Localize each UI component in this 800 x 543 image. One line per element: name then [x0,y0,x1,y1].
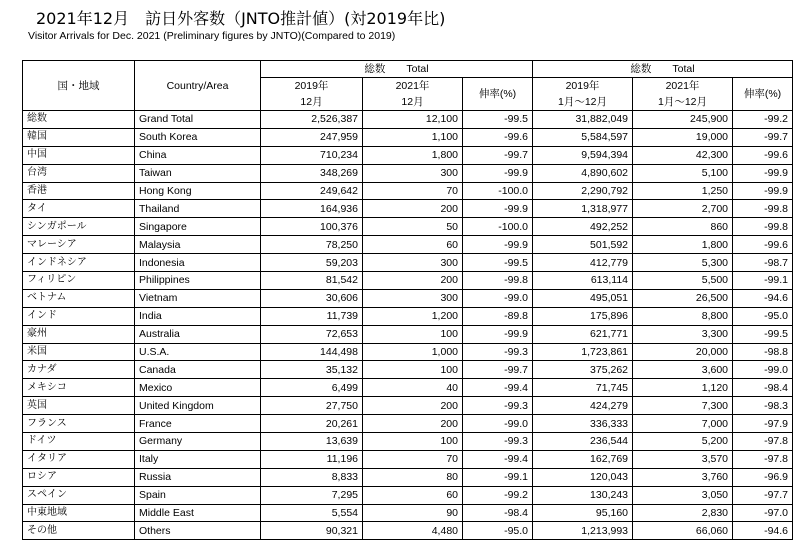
visitors-2021-dec-cell: 50 [363,218,463,236]
country-ja-cell: マレーシア [23,236,135,254]
visitors-2021-dec-cell: 200 [363,272,463,290]
country-en-cell: Singapore [135,218,261,236]
visitors-2021-dec-cell: 300 [363,254,463,272]
growth-dec-cell: -99.2 [463,486,533,504]
growth-dec-cell: -98.4 [463,504,533,522]
visitors-2021-ytd-cell: 7,000 [633,415,733,433]
growth-ytd-cell: -99.8 [733,218,793,236]
visitors-2021-ytd-cell: 26,500 [633,289,733,307]
growth-ytd-cell: -99.7 [733,128,793,146]
growth-dec-cell: -99.8 [463,272,533,290]
country-en-cell: India [135,307,261,325]
growth-ytd-cell: -97.8 [733,450,793,468]
growth-dec-cell: -99.6 [463,128,533,146]
visitors-2021-ytd-cell: 3,760 [633,468,733,486]
country-ja-cell: フィリピン [23,272,135,290]
visitors-2021-ytd-cell: 1,120 [633,379,733,397]
visitors-2021-ytd-cell: 1,800 [633,236,733,254]
visitors-2021-ytd-cell: 2,700 [633,200,733,218]
visitors-2021-ytd-cell: 3,300 [633,325,733,343]
table-row [23,504,793,522]
visitors-2019-ytd-cell: 621,771 [533,325,633,343]
visitors-2019-dec-cell: 11,196 [261,450,363,468]
country-ja-cell: 中東地域 [23,504,135,522]
table-row [23,272,793,290]
visitors-2019-ytd-cell: 1,318,977 [533,200,633,218]
country-en-cell: Canada [135,361,261,379]
page-subtitle: Visitor Arrivals for Dec. 2021 (Preliminary figures by JNTO)(Compared to 2019) [28,30,396,42]
table-row [23,379,793,397]
country-ja-cell: ロシア [23,468,135,486]
visitors-2019-dec-cell: 72,653 [261,325,363,343]
country-ja-cell: ドイツ [23,433,135,451]
header-2021-month-sub: 12月 [363,94,463,111]
country-en-cell: Malaysia [135,236,261,254]
visitors-2019-ytd-cell: 495,051 [533,289,633,307]
country-en-cell: Middle East [135,504,261,522]
country-ja-cell: 総数 [23,111,135,129]
header-country-ja: 国・地域 [23,61,135,111]
visitors-2019-dec-cell: 27,750 [261,397,363,415]
visitors-2021-dec-cell: 200 [363,415,463,433]
country-en-cell: U.S.A. [135,343,261,361]
country-ja-cell: メキシコ [23,379,135,397]
country-en-cell: Spain [135,486,261,504]
growth-ytd-cell: -99.6 [733,236,793,254]
visitors-2021-ytd-cell: 2,830 [633,504,733,522]
visitors-2021-ytd-cell: 8,800 [633,307,733,325]
growth-ytd-cell: -99.6 [733,146,793,164]
growth-ytd-cell: -94.6 [733,522,793,540]
growth-dec-cell: -100.0 [463,182,533,200]
visitors-2021-dec-cell: 70 [363,182,463,200]
table-row [23,361,793,379]
visitors-2019-ytd-cell: 236,544 [533,433,633,451]
table-row [23,128,793,146]
growth-dec-cell: -99.9 [463,164,533,182]
growth-dec-cell: -100.0 [463,218,533,236]
growth-ytd-cell: -99.5 [733,325,793,343]
visitors-2019-dec-cell: 249,642 [261,182,363,200]
growth-dec-cell: -99.9 [463,200,533,218]
visitors-2019-dec-cell: 348,269 [261,164,363,182]
growth-ytd-cell: -97.7 [733,486,793,504]
table-row [23,236,793,254]
visitors-2021-dec-cell: 12,100 [363,111,463,129]
visitors-2021-dec-cell: 100 [363,361,463,379]
visitors-2019-ytd-cell: 424,279 [533,397,633,415]
table-row [23,433,793,451]
growth-ytd-cell: -99.9 [733,182,793,200]
growth-dec-cell: -99.0 [463,415,533,433]
country-en-cell: Germany [135,433,261,451]
visitors-2021-ytd-cell: 245,900 [633,111,733,129]
growth-dec-cell: -99.0 [463,289,533,307]
visitors-2021-ytd-cell: 1,250 [633,182,733,200]
country-ja-cell: 韓国 [23,128,135,146]
table-body [23,111,793,540]
header-2021-month: 2021年 [363,78,463,95]
visitors-2021-ytd-cell: 860 [633,218,733,236]
visitors-2021-ytd-cell: 5,300 [633,254,733,272]
header-growth-ytd: 伸率(%) [733,78,793,111]
country-ja-cell: 豪州 [23,325,135,343]
visitors-2019-dec-cell: 7,295 [261,486,363,504]
visitors-2021-dec-cell: 1,200 [363,307,463,325]
country-ja-cell: インドネシア [23,254,135,272]
visitors-2019-ytd-cell: 130,243 [533,486,633,504]
table-row [23,289,793,307]
visitors-2021-dec-cell: 1,100 [363,128,463,146]
visitors-2021-dec-cell: 100 [363,433,463,451]
visitors-2019-dec-cell: 164,936 [261,200,363,218]
visitors-2019-ytd-cell: 9,594,394 [533,146,633,164]
visitors-2019-dec-cell: 100,376 [261,218,363,236]
growth-dec-cell: -99.3 [463,433,533,451]
visitors-2021-ytd-cell: 3,600 [633,361,733,379]
header-growth-month: 伸率(%) [463,78,533,111]
growth-ytd-cell: -99.1 [733,272,793,290]
visitors-2021-ytd-cell: 20,000 [633,343,733,361]
country-ja-cell: その他 [23,522,135,540]
growth-dec-cell: -99.4 [463,379,533,397]
country-ja-cell: 米国 [23,343,135,361]
visitors-2021-dec-cell: 90 [363,504,463,522]
visitors-2019-ytd-cell: 31,882,049 [533,111,633,129]
growth-ytd-cell: -94.6 [733,289,793,307]
visitors-2019-dec-cell: 13,639 [261,433,363,451]
visitors-2021-ytd-cell: 42,300 [633,146,733,164]
visitors-2019-dec-cell: 90,321 [261,522,363,540]
visitors-2019-ytd-cell: 375,262 [533,361,633,379]
table-row [23,307,793,325]
header-ytd-group: 総数 Total [533,61,793,78]
header-2019-ytd-sub: 1月～12月 [533,94,633,111]
table-row [23,343,793,361]
country-en-cell: Mexico [135,379,261,397]
visitors-2019-dec-cell: 710,234 [261,146,363,164]
country-en-cell: Hong Kong [135,182,261,200]
visitors-2021-dec-cell: 300 [363,289,463,307]
table-row [23,486,793,504]
country-ja-cell: ベトナム [23,289,135,307]
growth-ytd-cell: -95.0 [733,307,793,325]
country-en-cell: Taiwan [135,164,261,182]
growth-ytd-cell: -99.2 [733,111,793,129]
country-ja-cell: シンガポール [23,218,135,236]
growth-ytd-cell: -99.9 [733,164,793,182]
country-en-cell: France [135,415,261,433]
growth-ytd-cell: -98.7 [733,254,793,272]
visitors-2019-dec-cell: 81,542 [261,272,363,290]
visitors-2019-ytd-cell: 175,896 [533,307,633,325]
country-en-cell: China [135,146,261,164]
visitors-2021-dec-cell: 60 [363,486,463,504]
growth-ytd-cell: -99.8 [733,200,793,218]
country-ja-cell: イタリア [23,450,135,468]
growth-dec-cell: -99.5 [463,254,533,272]
visitors-2019-dec-cell: 78,250 [261,236,363,254]
visitors-2019-dec-cell: 35,132 [261,361,363,379]
visitors-2019-dec-cell: 59,203 [261,254,363,272]
growth-dec-cell: -99.1 [463,468,533,486]
country-ja-cell: フランス [23,415,135,433]
header-country-en: Country/Area [135,61,261,111]
visitors-2021-ytd-cell: 66,060 [633,522,733,540]
visitors-2021-dec-cell: 80 [363,468,463,486]
header-2021-ytd: 2021年 [633,78,733,95]
table-row [23,415,793,433]
country-en-cell: Russia [135,468,261,486]
visitors-2019-ytd-cell: 162,769 [533,450,633,468]
visitors-2021-ytd-cell: 5,500 [633,272,733,290]
visitors-2019-dec-cell: 6,499 [261,379,363,397]
growth-dec-cell: -99.7 [463,146,533,164]
growth-dec-cell: -99.9 [463,325,533,343]
visitors-2021-dec-cell: 1,800 [363,146,463,164]
country-en-cell: Grand Total [135,111,261,129]
visitors-2019-ytd-cell: 2,290,792 [533,182,633,200]
visitors-2021-ytd-cell: 5,200 [633,433,733,451]
header-2019-month: 2019年 [261,78,363,95]
table-row [23,200,793,218]
visitors-2019-dec-cell: 144,498 [261,343,363,361]
table-row [23,450,793,468]
growth-dec-cell: -99.5 [463,111,533,129]
visitors-2021-dec-cell: 200 [363,200,463,218]
country-ja-cell: カナダ [23,361,135,379]
visitors-2021-dec-cell: 70 [363,450,463,468]
visitors-2019-ytd-cell: 501,592 [533,236,633,254]
growth-ytd-cell: -98.3 [733,397,793,415]
country-ja-cell: 英国 [23,397,135,415]
table-row [23,397,793,415]
table-row [23,325,793,343]
visitors-2019-ytd-cell: 613,114 [533,272,633,290]
country-en-cell: South Korea [135,128,261,146]
table-row [23,146,793,164]
table-row [23,522,793,540]
growth-ytd-cell: -98.8 [733,343,793,361]
table-row [23,164,793,182]
growth-ytd-cell: -97.0 [733,504,793,522]
country-ja-cell: 中国 [23,146,135,164]
header-month-group: 総数 Total [261,61,533,78]
visitors-2021-dec-cell: 300 [363,164,463,182]
growth-ytd-cell: -99.0 [733,361,793,379]
visitors-2019-ytd-cell: 1,213,993 [533,522,633,540]
country-en-cell: Others [135,522,261,540]
growth-dec-cell: -99.3 [463,343,533,361]
growth-ytd-cell: -96.9 [733,468,793,486]
growth-dec-cell: -99.7 [463,361,533,379]
growth-dec-cell: -95.0 [463,522,533,540]
visitors-2021-ytd-cell: 19,000 [633,128,733,146]
visitors-2019-ytd-cell: 120,043 [533,468,633,486]
country-en-cell: Philippines [135,272,261,290]
visitors-2019-dec-cell: 5,554 [261,504,363,522]
visitors-2021-ytd-cell: 3,050 [633,486,733,504]
visitors-2021-dec-cell: 40 [363,379,463,397]
country-ja-cell: 台湾 [23,164,135,182]
table-row [23,468,793,486]
country-ja-cell: インド [23,307,135,325]
country-en-cell: Australia [135,325,261,343]
visitors-2021-ytd-cell: 5,100 [633,164,733,182]
header-2019-month-sub: 12月 [261,94,363,111]
visitors-2021-ytd-cell: 7,300 [633,397,733,415]
visitors-2021-ytd-cell: 3,570 [633,450,733,468]
country-en-cell: United Kingdom [135,397,261,415]
visitors-2019-dec-cell: 20,261 [261,415,363,433]
visitors-2019-dec-cell: 8,833 [261,468,363,486]
visitors-2019-dec-cell: 30,606 [261,289,363,307]
country-ja-cell: スペイン [23,486,135,504]
visitors-2021-dec-cell: 200 [363,397,463,415]
country-en-cell: Thailand [135,200,261,218]
visitors-2019-dec-cell: 2,526,387 [261,111,363,129]
country-en-cell: Indonesia [135,254,261,272]
table-row [23,254,793,272]
table-row [23,111,793,129]
visitors-2019-ytd-cell: 492,252 [533,218,633,236]
page-title: 2021年12月 訪日外客数（JNTO推計値）(対2019年比) [36,9,446,28]
growth-ytd-cell: -98.4 [733,379,793,397]
visitors-2019-ytd-cell: 412,779 [533,254,633,272]
visitors-2019-dec-cell: 11,739 [261,307,363,325]
visitors-2021-dec-cell: 100 [363,325,463,343]
growth-dec-cell: -99.9 [463,236,533,254]
visitors-2021-dec-cell: 4,480 [363,522,463,540]
growth-dec-cell: -99.3 [463,397,533,415]
header-2019-ytd: 2019年 [533,78,633,95]
visitors-2019-ytd-cell: 336,333 [533,415,633,433]
visitors-2019-ytd-cell: 5,584,597 [533,128,633,146]
country-ja-cell: タイ [23,200,135,218]
country-ja-cell: 香港 [23,182,135,200]
table-row [23,218,793,236]
growth-ytd-cell: -97.9 [733,415,793,433]
visitors-2019-ytd-cell: 95,160 [533,504,633,522]
visitors-2021-dec-cell: 60 [363,236,463,254]
visitors-2019-ytd-cell: 71,745 [533,379,633,397]
growth-dec-cell: -99.4 [463,450,533,468]
visitors-2019-ytd-cell: 1,723,861 [533,343,633,361]
visitors-2019-ytd-cell: 4,890,602 [533,164,633,182]
visitor-arrivals-table [22,60,793,540]
visitors-2021-dec-cell: 1,000 [363,343,463,361]
growth-dec-cell: -89.8 [463,307,533,325]
visitors-2019-dec-cell: 247,959 [261,128,363,146]
growth-ytd-cell: -97.8 [733,433,793,451]
country-en-cell: Italy [135,450,261,468]
header-2021-ytd-sub: 1月～12月 [633,94,733,111]
country-en-cell: Vietnam [135,289,261,307]
table-row [23,182,793,200]
